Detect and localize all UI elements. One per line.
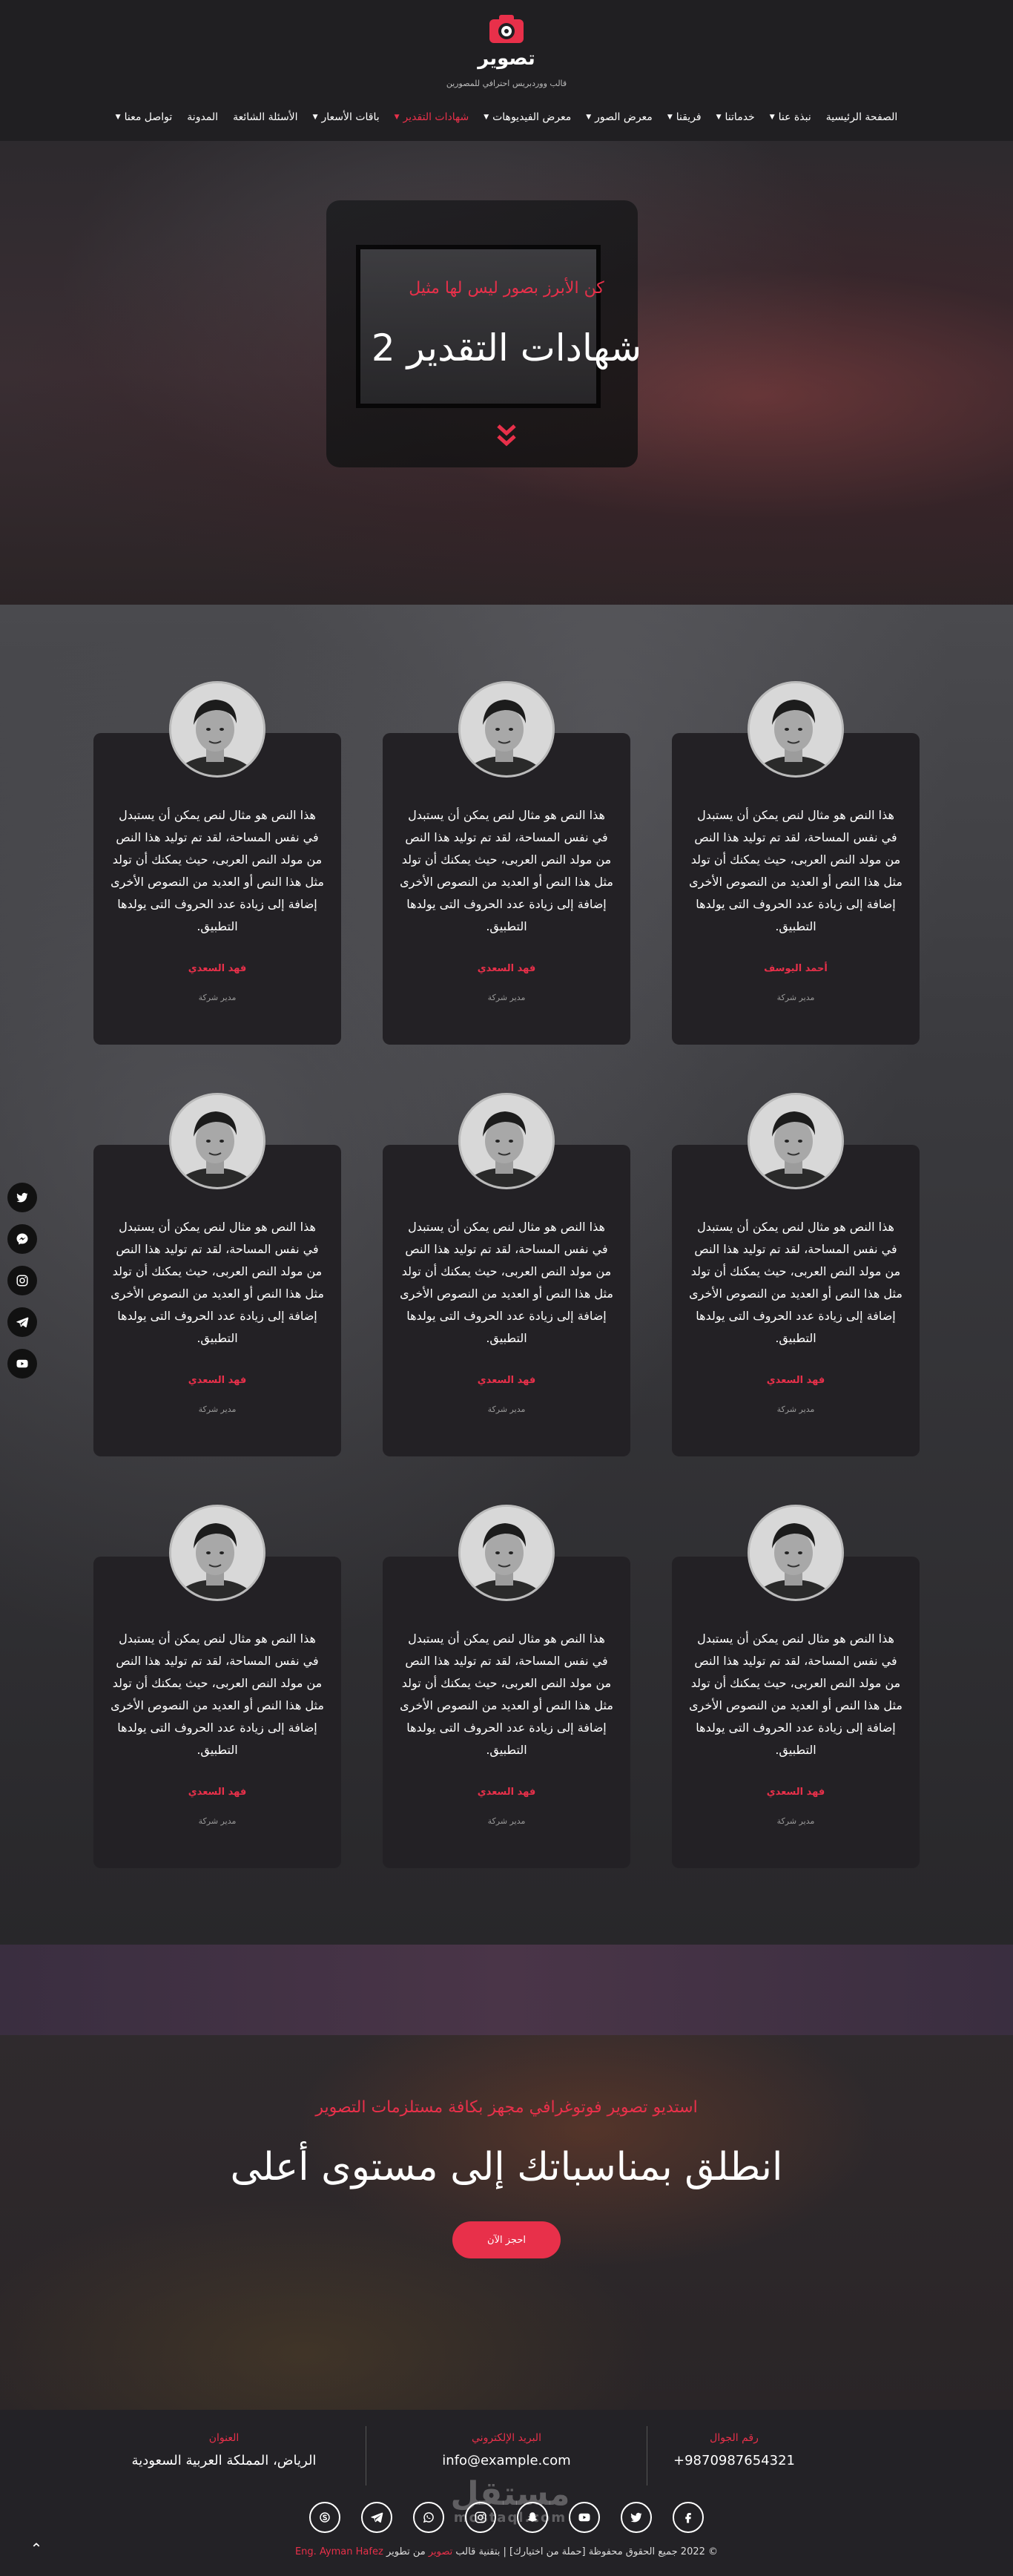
testimonial-text: هذا النص هو مثال لنص يمكن أن يستبدل في نفس المساحة، لقد تم توليد هذا النص من مولد النص العربى، حيث يمكنك أن تولد مثل هذا النص أو العديد من النصوص الأخرى إضافة إلى زيادة عدد الحروف التى يولدها التطبيق. bbox=[400, 1632, 613, 1757]
testimonial-card bbox=[672, 1557, 920, 1868]
copyright-main: © 2022 جميع الحقوق محفوظة [حملة من اختيارك] | بتقنية قالب bbox=[455, 2546, 719, 2557]
decorative-strip bbox=[0, 1945, 1013, 2035]
footer-phone bbox=[623, 2432, 845, 2468]
skype-icon[interactable] bbox=[309, 2502, 340, 2533]
nav-item[interactable] bbox=[116, 111, 173, 123]
testimonial-card bbox=[672, 733, 920, 1045]
telegram-icon[interactable] bbox=[7, 1307, 37, 1337]
facebook-icon[interactable] bbox=[673, 2502, 704, 2533]
avatar bbox=[458, 1093, 555, 1189]
copyright bbox=[0, 2546, 1013, 2557]
footer-phone-value[interactable]: +9870987654321 bbox=[673, 2453, 795, 2468]
testimonial-card bbox=[672, 1145, 920, 1456]
testimonial-text: هذا النص هو مثال لنص يمكن أن يستبدل في نفس المساحة، لقد تم توليد هذا النص من مولد النص العربى، حيث يمكنك أن تولد مثل هذا النص أو العديد من النصوص الأخرى إضافة إلى زيادة عدد الحروف التى يولدها التطبيق. bbox=[110, 808, 324, 933]
chevron-down-icon: ▼ bbox=[484, 114, 489, 121]
avatar bbox=[169, 1093, 265, 1189]
messenger-icon[interactable] bbox=[7, 1224, 37, 1254]
chevron-down-icon: ▼ bbox=[394, 114, 400, 121]
avatar bbox=[748, 1093, 844, 1189]
main-nav bbox=[0, 107, 1013, 128]
site-name[interactable]: تصوير bbox=[478, 47, 535, 70]
testimonial-name: فهد السعدي bbox=[477, 963, 536, 974]
nav-item[interactable] bbox=[826, 111, 898, 123]
hero-banner bbox=[0, 141, 1013, 605]
watermark-ar: مستقل bbox=[450, 2475, 570, 2513]
footer-email bbox=[395, 2432, 618, 2468]
testimonial-text: هذا النص هو مثال لنص يمكن أن يستبدل في نفس المساحة، لقد تم توليد هذا النص من مولد النص العربى، حيث يمكنك أن تولد مثل هذا النص أو العديد من النصوص الأخرى إضافة إلى زيادة عدد الحروف التى يولدها التطبيق. bbox=[689, 1632, 903, 1757]
book-now-button[interactable]: احجز الآن bbox=[452, 2221, 561, 2258]
chevron-down-icon: ▼ bbox=[115, 114, 121, 121]
nav-item[interactable] bbox=[395, 111, 469, 123]
site-header bbox=[0, 0, 1013, 141]
testimonial-name: فهد السعدي bbox=[188, 963, 247, 974]
chevron-down-icon: ▼ bbox=[716, 114, 722, 121]
chevron-down-icon: ▼ bbox=[667, 114, 673, 121]
nav-item-label: باقات الأسعار bbox=[321, 111, 380, 123]
copyright-mid: من تطوير bbox=[386, 2546, 426, 2557]
testimonial-name: فهد السعدي bbox=[477, 1787, 536, 1798]
nav-item-label: الصفحة الرئيسية bbox=[825, 111, 898, 123]
testimonial-role: مدير شركة bbox=[776, 993, 815, 1002]
nav-item-label: خدماتنا bbox=[725, 111, 755, 123]
nav-item[interactable] bbox=[187, 111, 218, 123]
avatar bbox=[748, 1505, 844, 1601]
chevron-down-icon: ▼ bbox=[312, 114, 318, 121]
testimonial-text: هذا النص هو مثال لنص يمكن أن يستبدل في نفس المساحة، لقد تم توليد هذا النص من مولد النص العربى، حيث يمكنك أن تولد مثل هذا النص أو العديد من النصوص الأخرى إضافة إلى زيادة عدد الحروف التى يولدها التطبيق. bbox=[689, 1220, 903, 1345]
avatar bbox=[458, 1505, 555, 1601]
nav-item-label: المدونة bbox=[187, 111, 219, 123]
page-title: شهادات التقدير 2 bbox=[371, 326, 642, 369]
testimonial-text: هذا النص هو مثال لنص يمكن أن يستبدل في نفس المساحة، لقد تم توليد هذا النص من مولد النص العربى، حيث يمكنك أن تولد مثل هذا النص أو العديد من النصوص الأخرى إضافة إلى زيادة عدد الحروف التى يولدها التطبيق. bbox=[400, 808, 613, 933]
footer-address bbox=[113, 2432, 335, 2468]
youtube-icon[interactable] bbox=[7, 1349, 37, 1379]
avatar bbox=[748, 681, 844, 778]
testimonial-text: هذا النص هو مثال لنص يمكن أن يستبدل في نفس المساحة، لقد تم توليد هذا النص من مولد النص العربى، حيث يمكنك أن تولد مثل هذا النص أو العديد من النصوص الأخرى إضافة إلى زيادة عدد الحروف التى يولدها التطبيق. bbox=[110, 1220, 324, 1345]
twitter-icon[interactable] bbox=[7, 1183, 37, 1212]
site-tagline: قالب ووردبريس احترافي للمصورين bbox=[446, 79, 567, 88]
footer-address-label: العنوان bbox=[208, 2432, 240, 2444]
testimonial-card bbox=[93, 1557, 341, 1868]
testimonial-role: مدير شركة bbox=[198, 1816, 237, 1826]
mostaql-watermark bbox=[436, 2475, 584, 2526]
testimonial-card bbox=[93, 1145, 341, 1456]
scroll-down-icon[interactable] bbox=[495, 423, 518, 450]
testimonial-name: فهد السعدي bbox=[188, 1787, 247, 1798]
copyright-dev-link[interactable]: Eng. Ayman Hafez bbox=[294, 2546, 383, 2557]
chevron-down-icon: ▼ bbox=[769, 114, 775, 121]
nav-item[interactable] bbox=[716, 111, 755, 123]
testimonial-name: فهد السعدي bbox=[477, 1375, 536, 1386]
nav-item[interactable] bbox=[770, 111, 811, 123]
testimonial-role: مدير شركة bbox=[198, 1404, 237, 1414]
scroll-top-icon[interactable]: ⌃ bbox=[30, 2540, 43, 2557]
nav-item[interactable] bbox=[667, 111, 702, 123]
nav-item[interactable] bbox=[586, 111, 653, 123]
testimonial-name: فهد السعدي bbox=[188, 1375, 247, 1386]
twitter-icon[interactable] bbox=[621, 2502, 652, 2533]
testimonial-card bbox=[93, 733, 341, 1045]
nav-item-label: شهادات التقدير bbox=[403, 111, 469, 123]
copyright-theme-link[interactable]: تصوير bbox=[428, 2546, 453, 2557]
camera-logo-icon[interactable] bbox=[488, 13, 525, 45]
avatar bbox=[458, 681, 555, 778]
nav-item[interactable] bbox=[233, 111, 298, 123]
side-social-bar bbox=[4, 1183, 37, 1390]
testimonial-role: مدير شركة bbox=[776, 1404, 815, 1414]
testimonial-name: أحمد اليوسف bbox=[764, 963, 828, 974]
site-footer bbox=[0, 2410, 1013, 2576]
footer-email-value[interactable]: info@example.com bbox=[442, 2453, 571, 2468]
testimonial-name: فهد السعدي bbox=[766, 1787, 825, 1798]
testimonial-card bbox=[383, 1557, 630, 1868]
nav-item[interactable] bbox=[484, 111, 571, 123]
nav-item-label: فريقنا bbox=[676, 111, 702, 123]
testimonial-card bbox=[383, 1145, 630, 1456]
footer-email-label: البريد الإلكتروني bbox=[472, 2432, 541, 2444]
testimonial-role: مدير شركة bbox=[776, 1816, 815, 1826]
footer-address-value: الرياض، المملكة العربية السعودية bbox=[131, 2453, 317, 2468]
nav-item-label: معرض الفيديوهات bbox=[492, 111, 572, 123]
cta-title: انطلق بمناسباتك إلى مستوى أعلى bbox=[230, 2145, 783, 2189]
watermark-en: mostaql.com bbox=[453, 2510, 567, 2526]
nav-item-label: معرض الصور bbox=[595, 111, 653, 123]
testimonial-role: مدير شركة bbox=[487, 1816, 526, 1826]
testimonial-text: هذا النص هو مثال لنص يمكن أن يستبدل في نفس المساحة، لقد تم توليد هذا النص من مولد النص العربى، حيث يمكنك أن تولد مثل هذا النص أو العديد من النصوص الأخرى إضافة إلى زيادة عدد الحروف التى يولدها التطبيق. bbox=[689, 808, 903, 933]
testimonial-text: هذا النص هو مثال لنص يمكن أن يستبدل في نفس المساحة، لقد تم توليد هذا النص من مولد النص العربى، حيث يمكنك أن تولد مثل هذا النص أو العديد من النصوص الأخرى إضافة إلى زيادة عدد الحروف التى يولدها التطبيق. bbox=[110, 1632, 324, 1757]
testimonial-role: مدير شركة bbox=[487, 1404, 526, 1414]
testimonial-card bbox=[383, 733, 630, 1045]
chevron-down-icon: ▼ bbox=[586, 114, 592, 121]
testimonial-role: مدير شركة bbox=[487, 993, 526, 1002]
testimonials-section bbox=[0, 605, 1013, 1945]
avatar bbox=[169, 681, 265, 778]
cta-subtitle: استديو تصوير فوتوغرافي مجهز بكافة مستلزمات التصوير bbox=[315, 2098, 698, 2117]
testimonial-name: فهد السعدي bbox=[766, 1375, 825, 1386]
nav-item[interactable] bbox=[313, 111, 380, 123]
footer-phone-label: رقم الجوال bbox=[710, 2432, 759, 2444]
telegram-icon[interactable] bbox=[361, 2502, 392, 2533]
nav-item-label: نبذة عنا bbox=[778, 111, 811, 123]
instagram-icon[interactable] bbox=[7, 1266, 37, 1295]
testimonial-text: هذا النص هو مثال لنص يمكن أن يستبدل في نفس المساحة، لقد تم توليد هذا النص من مولد النص العربى، حيث يمكنك أن تولد مثل هذا النص أو العديد من النصوص الأخرى إضافة إلى زيادة عدد الحروف التى يولدها التطبيق. bbox=[400, 1220, 613, 1345]
nav-item-label: الأسئلة الشائعة bbox=[233, 111, 298, 123]
hero-subtitle: كن الأبرز بصور ليس لها مثيل bbox=[409, 279, 604, 298]
nav-item-label: تواصل معنا bbox=[124, 111, 173, 123]
cta-section bbox=[0, 2035, 1013, 2410]
testimonial-role: مدير شركة bbox=[198, 993, 237, 1002]
avatar bbox=[169, 1505, 265, 1601]
